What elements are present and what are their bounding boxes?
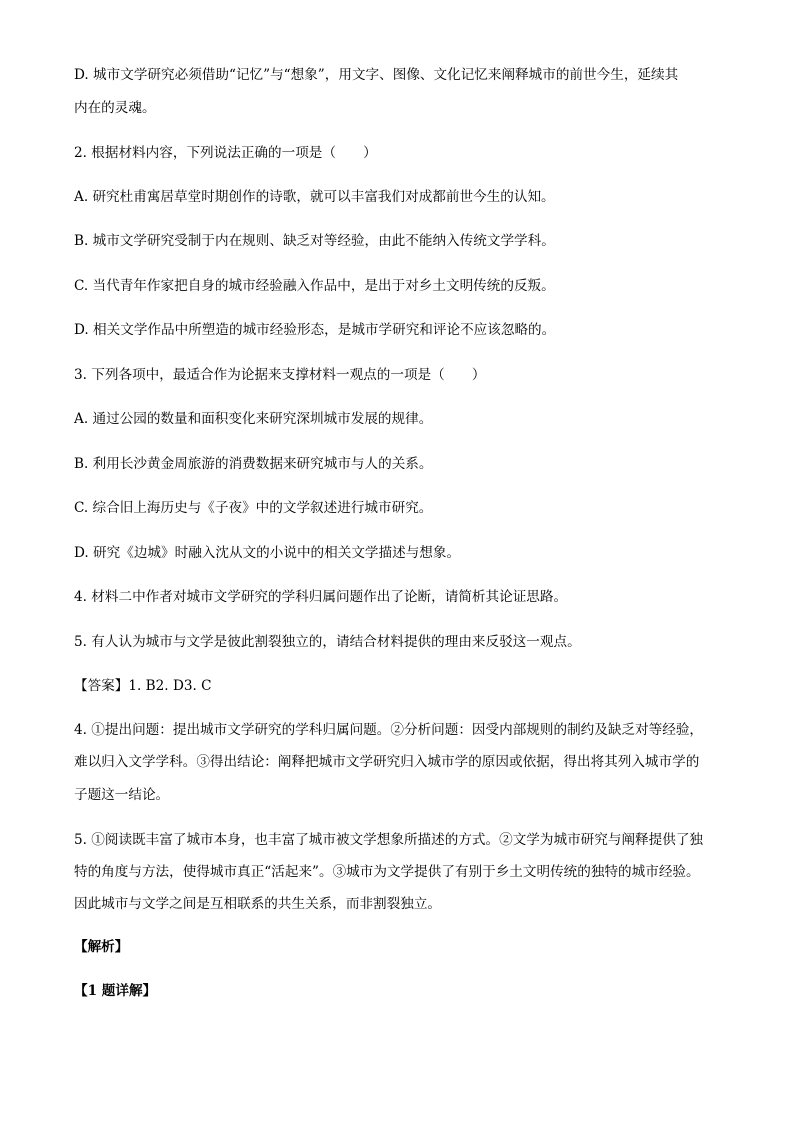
option-a-q2: A. 研究杜甫寓居草堂时期创作的诗歌，就可以丰富我们对成都前世今生的认知。 [74, 189, 555, 205]
answer-heading: 【答案】1. B2. D3. C [74, 678, 212, 694]
question-3: 3. 下列各项中，最适合作为论据来支撑材料一观点的一项是（ ） [74, 367, 486, 383]
analysis-heading: 【解析】 [74, 939, 129, 955]
answer-4-line3: 子题这一结论。 [74, 787, 170, 803]
option-b-q2: B. 城市文学研究受制于内在规则、缺乏对等经验，由此不能纳入传统文学学科。 [74, 233, 555, 249]
question-5: 5. 有人认为城市与文学是彼此割裂独立的，请结合材料提供的理由来反驳这一观点。 [74, 634, 581, 650]
option-d-q1-line2: 内在的灵魂。 [74, 100, 156, 116]
answer-4-line1: 4. ①提出问题：提出城市文学研究的学科归属问题。②分析问题：因受内部规则的制约及缺乏对等经验， [74, 722, 704, 738]
answer-5-line3: 因此城市与文学之间是互相联系的共生关系，而非割裂独立。 [74, 896, 442, 912]
option-b-q3: B. 利用长沙黄金周旅游的消费数据来研究城市与人的关系。 [74, 456, 433, 472]
answer-5-line2: 特的角度与方法，使得城市真正“活起来”。③城市为文学提供了有别于乡土文明传统的独特的城市经验。 [74, 864, 700, 880]
question-2: 2. 根据材料内容，下列说法正确的一项是（ ） [74, 145, 377, 161]
option-a-q3: A. 通过公园的数量和面积变化来研究深圳城市发展的规律。 [74, 411, 433, 427]
option-d-q3: D. 研究《边城》时融入沈从文的小说中的相关文学描述与想象。 [74, 545, 461, 561]
option-c-q3: C. 综合旧上海历史与《子夜》中的文学叙述进行城市研究。 [74, 500, 433, 516]
question-4: 4. 材料二中作者对城市文学研究的学科归属问题作出了论断，请简析其论证思路。 [74, 589, 568, 605]
option-c-q2: C. 当代青年作家把自身的城市经验融入作品中，是出于对乡土文明传统的反叛。 [74, 278, 555, 294]
option-d-q2: D. 相关文学作品中所塑造的城市经验形态，是城市学研究和评论不应该忽略的。 [74, 322, 556, 338]
q1-detail-heading: 【1 题详解】 [74, 983, 157, 999]
answer-4-line2: 难以归入文学学科。③得出结论：阐释把城市文学研究归入城市学的原因或依据，得出将其列入城市学的 [74, 754, 700, 770]
option-d-q1-line1: D. 城市文学研究必须借助“记忆”与“想象”，用文字、图像、文化记忆来阐释城市的前世今生，延续其 [74, 67, 679, 83]
answer-5-line1: 5. ①阅读既丰富了城市本身，也丰富了城市被文学想象所描述的方式。②文学为城市研究与阐释提供了独 [74, 832, 704, 848]
